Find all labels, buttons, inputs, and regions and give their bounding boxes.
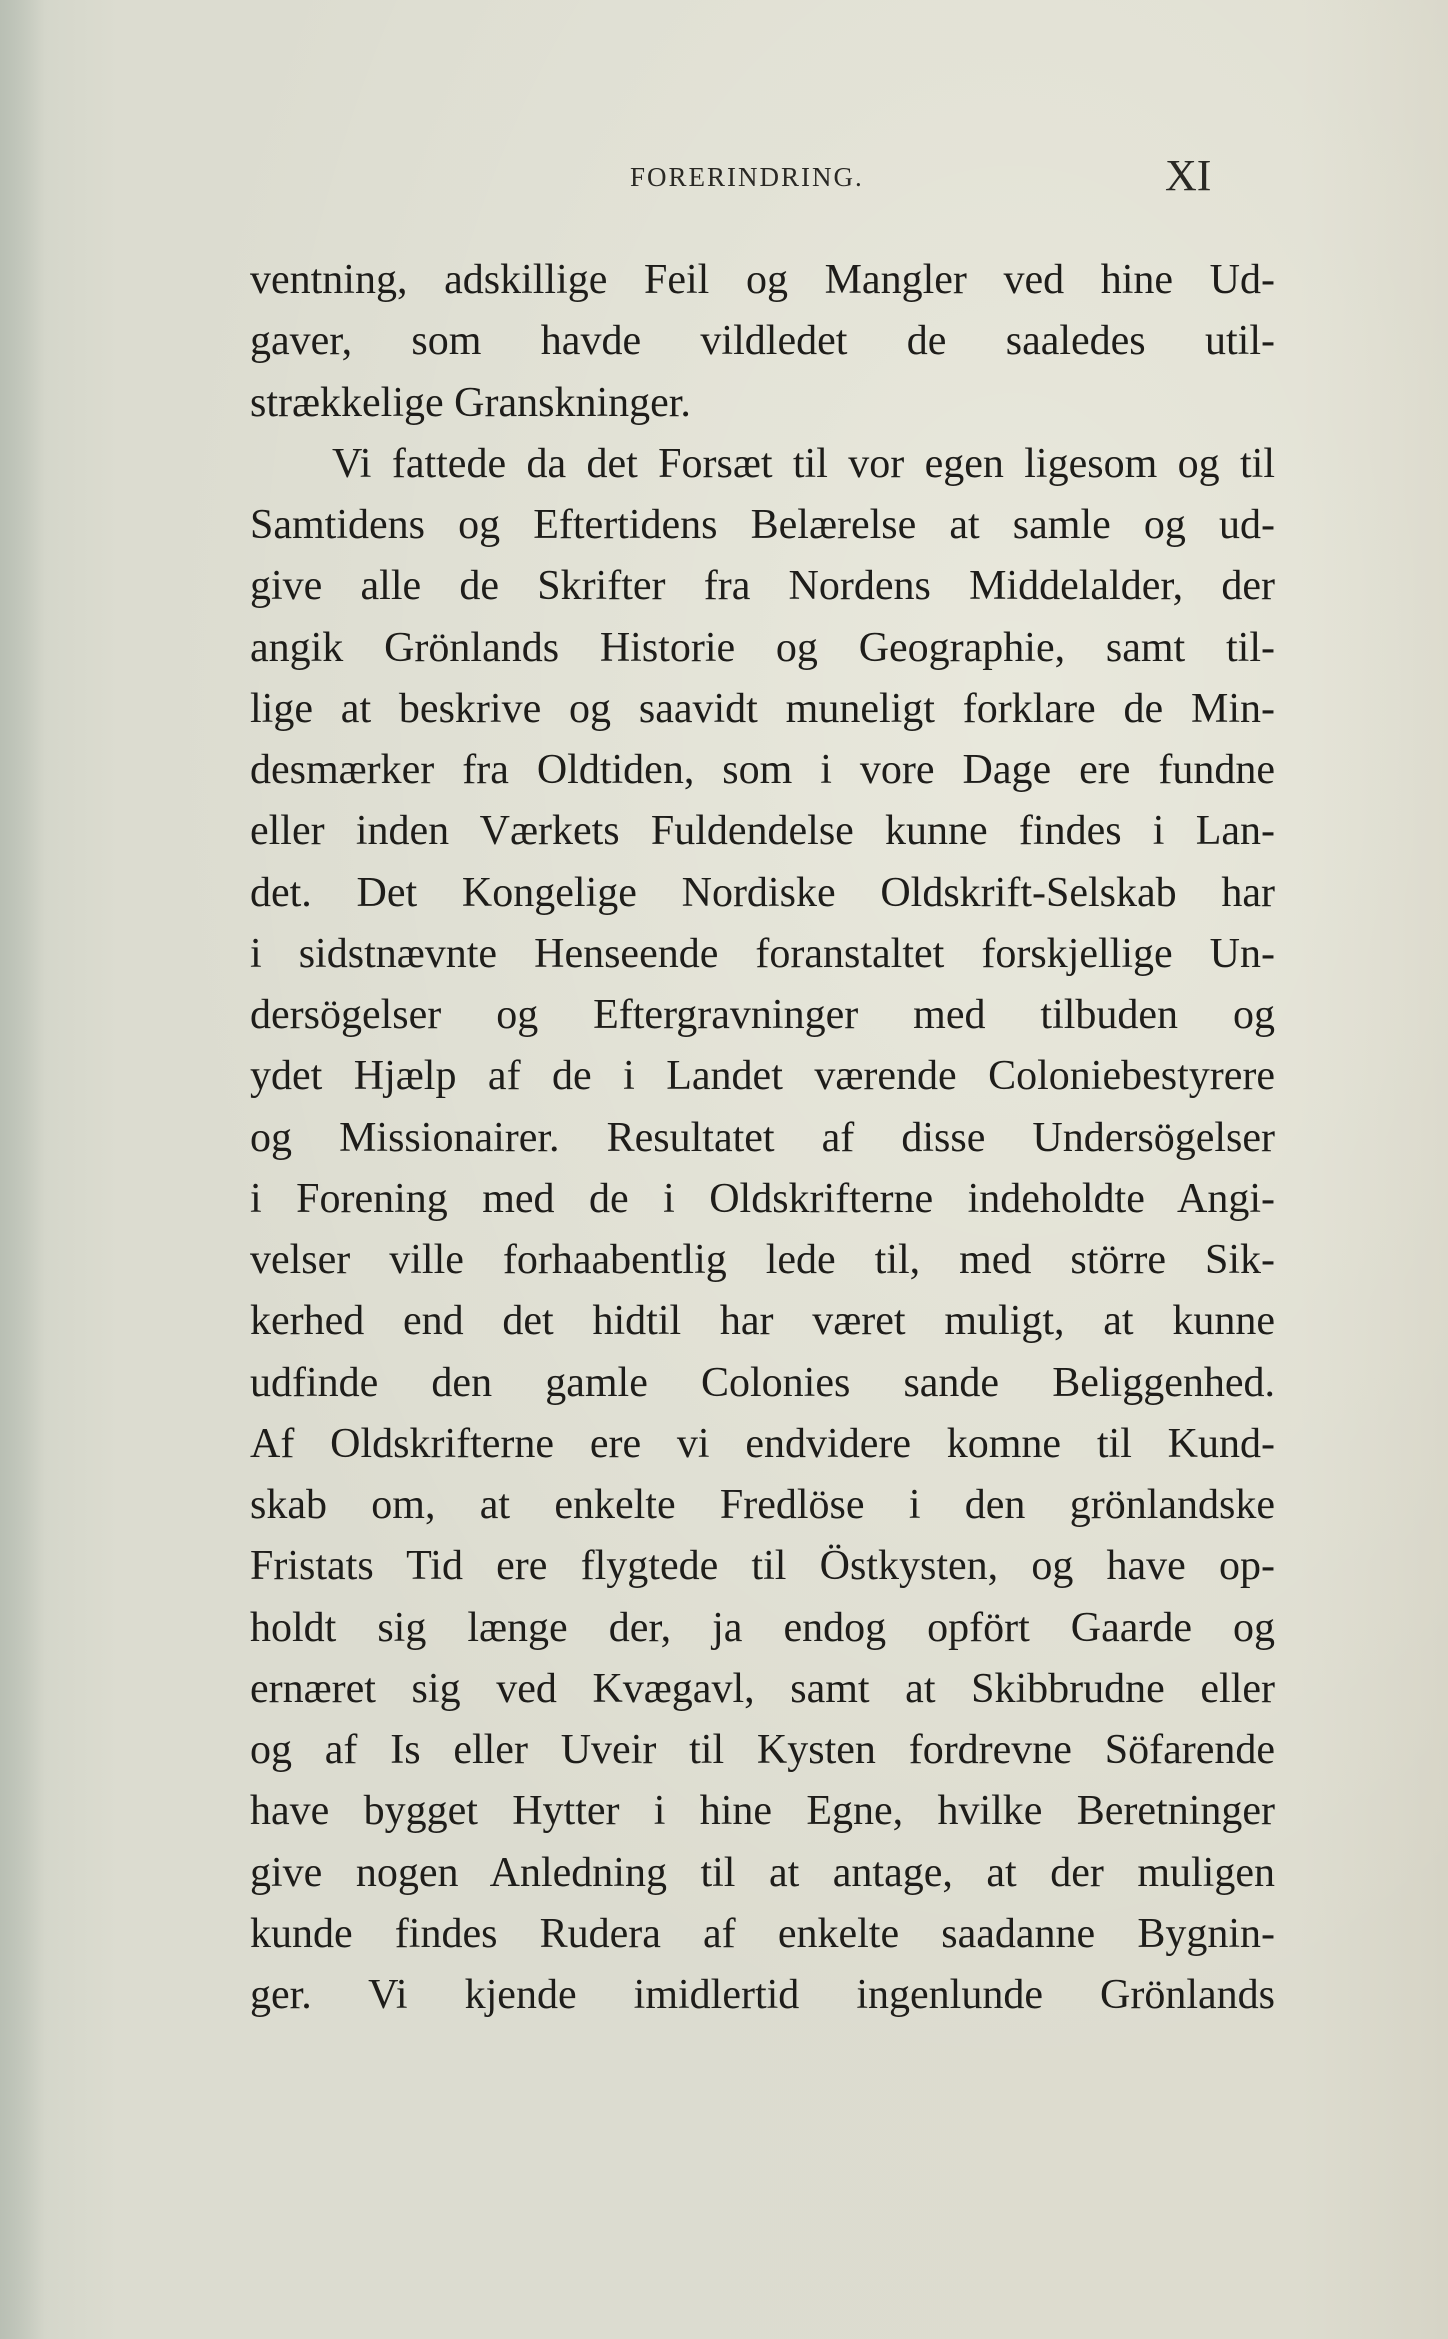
text-line: desmærker fra Oldtiden, som i vore Dage ere fundne <box>250 747 1275 793</box>
body-text <box>250 250 1275 2026</box>
text-line: strækkelige Granskninger. <box>250 379 691 426</box>
text-line: dersögelser og Eftergravninger med tilbuden og <box>250 992 1275 1038</box>
text-line: angik Grönlands Historie og Geographie, samt til- <box>250 624 1275 671</box>
text-line: have bygget Hytter i hine Egne, hvilke Beretninger <box>250 1788 1275 1835</box>
page-number: XI <box>1165 151 1212 200</box>
page-gutter-shadow <box>0 0 46 2339</box>
text-line: gaver, som havde vildledet de saaledes util- <box>250 318 1275 365</box>
text-line: eller inden Værkets Fuldendelse kunne findes i Lan- <box>250 808 1275 855</box>
text-line: lige at beskrive og saavidt muneligt forklare de Min- <box>250 685 1275 732</box>
text-line: give nogen Anledning til at antage, at der muligen <box>250 1849 1275 1896</box>
text-line: og af Is eller Uveir til Kysten fordrevne Söfarende <box>250 1727 1275 1773</box>
text-line: Fristats Tid ere flygtede til Östkysten, og have op- <box>250 1543 1275 1590</box>
text-line: Af Oldskrifterne ere vi endvidere komne til Kund- <box>250 1420 1275 1467</box>
text-line: Samtidens og Eftertidens Belærelse at samle og ud- <box>250 502 1275 548</box>
text-line: ventning, adskillige Feil og Mangler ved hine Ud- <box>250 257 1275 303</box>
text-line: kerhed end det hidtil har været muligt, at kunne <box>250 1298 1275 1345</box>
text-line: ydet Hjælp af de i Landet værende Coloniebestyrere <box>250 1053 1275 1100</box>
text-line: i sidstnævnte Henseende foranstaltet forskjellige Un- <box>250 930 1275 977</box>
text-line: holdt sig længe der, ja endog opfört Gaarde og <box>250 1604 1275 1651</box>
running-head <box>250 151 1280 200</box>
text-line: det. Det Kongelige Nordiske Oldskrift-Selskab har <box>250 869 1275 916</box>
running-title: FORERINDRING. <box>630 162 864 192</box>
text-line: velser ville forhaabentlig lede til, med större Sik- <box>250 1237 1275 1283</box>
text-line: skab om, at enkelte Fredlöse i den grönlandske <box>250 1482 1275 1528</box>
text-line: i Forening med de i Oldskrifterne indeholdte Angi- <box>250 1175 1275 1222</box>
text-line: ernæret sig ved Kvægavl, samt at Skibbrudne eller <box>250 1665 1275 1712</box>
text-line: og Missionairer. Resultatet af disse Undersögelser <box>250 1114 1275 1161</box>
text-line: ger. Vi kjende imidlertid ingenlunde Grönlands <box>250 1972 1275 2018</box>
text-line: give alle de Skrifter fra Nordens Middelalder, der <box>250 563 1275 610</box>
text-line: udfinde den gamle Colonies sande Beliggenhed. <box>250 1359 1275 1406</box>
text-line: kunde findes Rudera af enkelte saadanne Bygnin- <box>250 1910 1275 1957</box>
text-line: Vi fattede da det Forsæt til vor egen ligesom og til <box>332 440 1275 487</box>
